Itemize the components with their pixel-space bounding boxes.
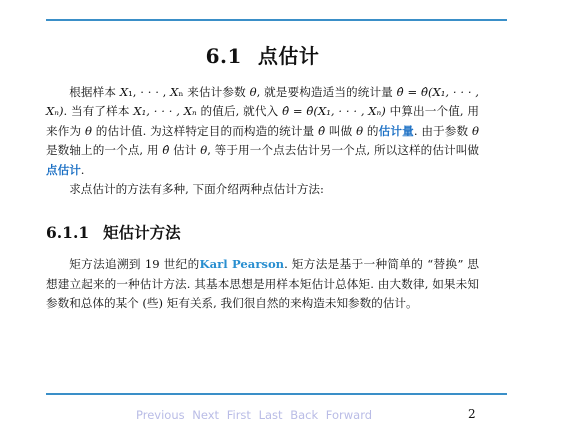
moment-method-paragraph [46,255,479,313]
math-symbol: θ [84,123,92,138]
section-title: 点估计 [257,44,320,68]
text-span: . 由于参数 [413,123,473,138]
text-span: . 矩方法是基于一种简单的 “替换” 思想建立起来的一种估计方法. 其基本思想是用样本矩估计总体矩. 由大数律, 如果未知参数和总体的某个 (些) 矩有关系, 我们很自然的来构造未知参数的估计。 [46,257,480,311]
top-rule [46,19,507,21]
text-span: ₁, · · · , [128,85,171,99]
math-symbol: X [170,85,179,99]
page-content [46,40,479,314]
term-estimator-link[interactable]: 估计量 [378,123,414,138]
math-symbol: θ [200,143,208,158]
navigation-links [136,408,376,422]
text-span: 根据样本 [69,85,120,99]
text-span: , 等于用一个点去估计另一个点, 所以这样的估计叫做 [207,143,479,158]
nav-first-link[interactable]: First [226,408,251,422]
math-expression: θ̂ = θ̂(X₁, · · · , Xₙ) [46,85,479,119]
footer-nav-bar [0,405,580,425]
subsection-title: 矩估计方法 [103,223,181,243]
text-span: 的 [363,123,379,138]
section-number: 6.1 [205,44,242,68]
nav-back-link[interactable]: Back [290,408,319,422]
text-span: 的估计值. 为这样特定目的而构造的统计量 [91,123,319,138]
text-span: 的值后, 就代入 [196,104,283,119]
methods-paragraph: 求点估计的方法有多种, 下面介绍两种点估计方法: [69,182,324,197]
math-symbol: θ [356,123,364,138]
text-span: 估计 [169,143,201,158]
math-symbol: θ [472,123,480,138]
text-span: 矩方法追溯到 19 世纪的 [69,257,200,272]
section-heading [46,40,479,69]
subsection-heading [46,221,479,243]
page-number: 2 [468,407,476,421]
bottom-rule [46,393,507,395]
subsection-number: 6.1.1 [46,223,90,243]
nav-last-link[interactable]: Last [258,408,283,422]
text-span: . [80,162,85,177]
nav-next-link[interactable]: Next [192,408,220,422]
nav-forward-link[interactable]: Forward [325,408,373,422]
text-span: 叫做 [325,123,357,138]
text-span: . 当有了样本 [63,104,134,119]
math-symbol: θ̂ [162,143,170,158]
text-span: 是数轴上的一个点, 用 [46,143,163,158]
intro-paragraph [46,83,479,180]
nav-previous-link[interactable]: Previous [136,408,185,422]
math-symbol: X [119,85,129,99]
term-point-estimate-link[interactable]: 点估计 [46,162,81,177]
math-symbol: θ [249,85,257,99]
math-expression: X₁, · · · , Xₙ [133,104,197,119]
text-span: , 就是要构造适当的统计量 [256,85,397,99]
karl-pearson-link[interactable]: Karl Pearson [199,257,285,272]
text-span: ₙ 来估计参数 [178,85,250,99]
math-symbol: θ̂ [318,123,326,138]
text-span: 中算出一个值, 用来作为 [46,104,479,138]
math-expression: θ̂ = θ̂(X₁, · · · , Xₙ) [282,104,386,119]
